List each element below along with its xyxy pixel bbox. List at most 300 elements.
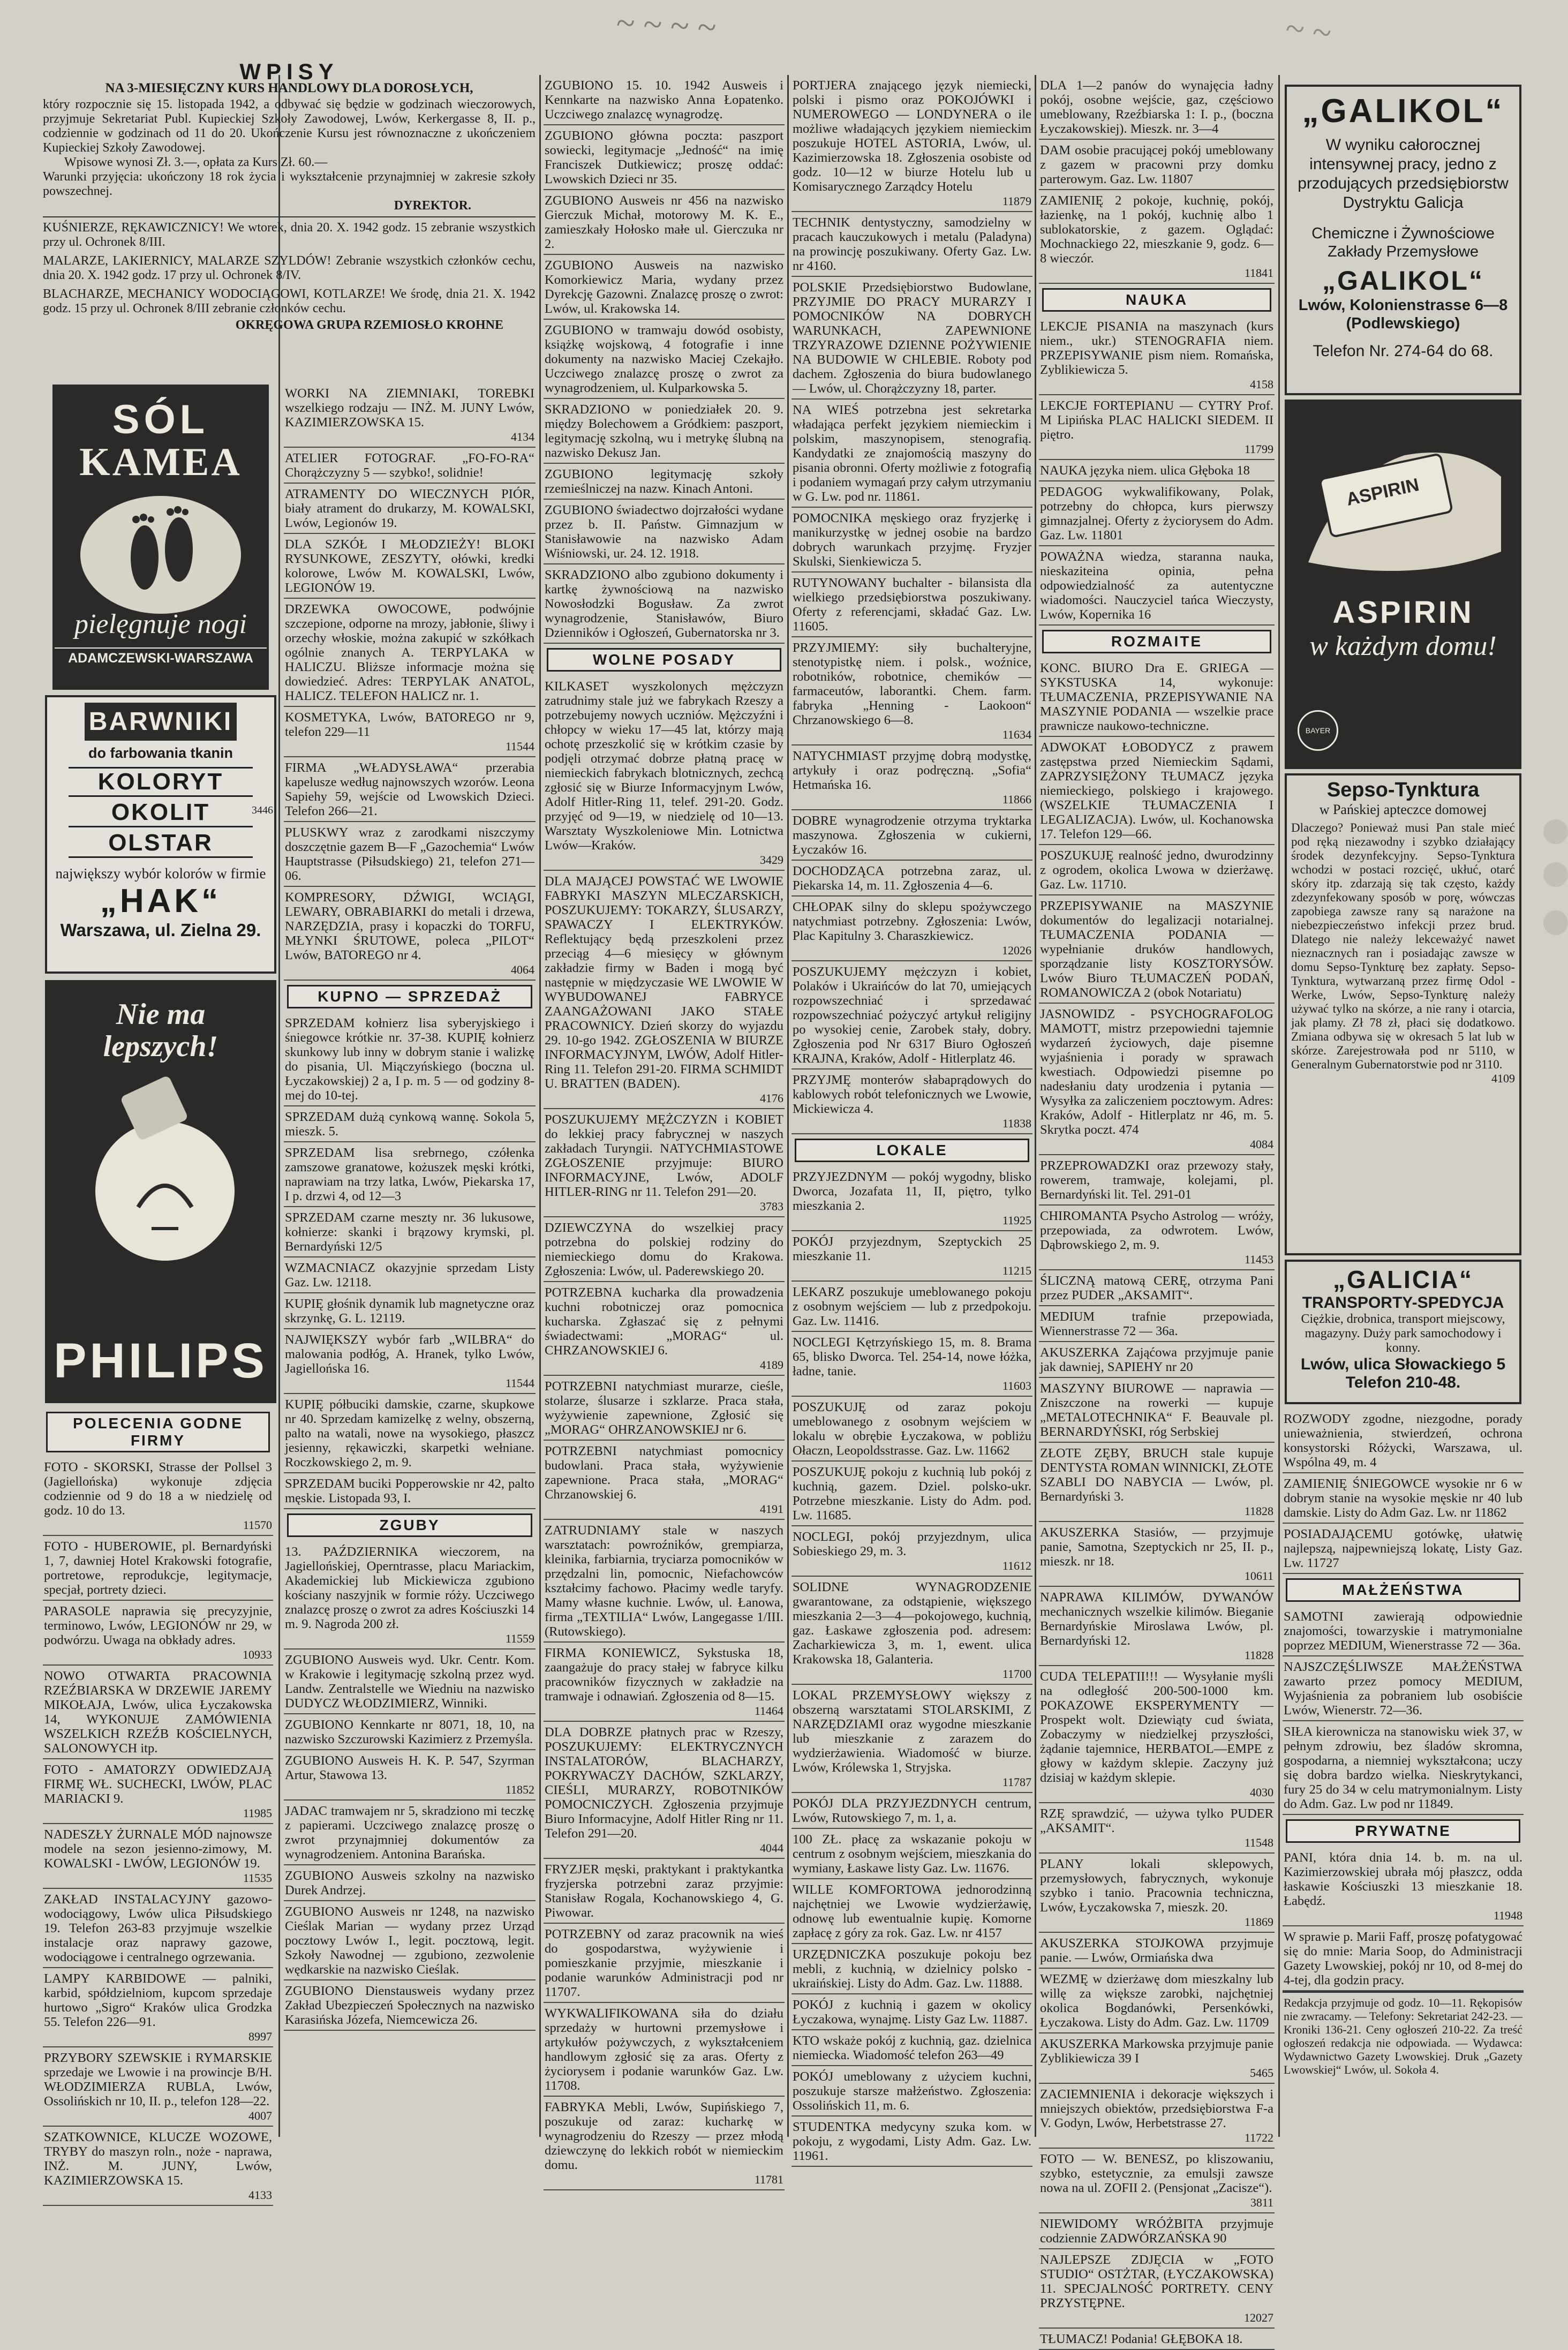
ad-text: POKÓJ z kuchnią i gazem w okolicy Łyczakowa, wynajmę. Listy Gaz Lw. 11887. <box>793 1998 1031 2027</box>
ad-text: POSZUKUJĘ realność jedno, dwurodzinny z ogrodem, okolica Lwowa w dzierżawę. Gaz. Lw. 11710. <box>1040 848 1273 892</box>
ad-text: ZATRUDNIAMY stale w naszych warsztatach: powroźników, grempiarza, kleinika, farbiarnia, tryciarza pomocników w przędzalni lin, pomocnic, Niefachowców kształcimy fachowo. Płacimy wedle taryfy. Mamy własne kuchnie. Lwów, ul. Łanowa, firma „TEXTILIA“ Lwów, Langegasse 1/III. (Rutowskiego). <box>545 1523 783 1639</box>
ad-barwniki <box>45 695 276 974</box>
column-rule <box>1278 75 1280 2137</box>
classified-ad <box>544 2003 785 2097</box>
classified-ad <box>1039 658 1275 737</box>
classified-ad <box>284 1541 536 1649</box>
ad-text: SKRADZIONO w poniedziałek 20. 9. między Bolechowem a Gródkiem: paszport, legitymację szkolną, wu i metrykę ślubną na nazwisko Dekusz Jan. <box>545 402 783 460</box>
ad-text: KILKASET wyszkolonych mężczyzn zatrudnimy stale już we fabrykach Rzeszy a potrzebujemy nowych uczniów. Mężczyźni i chłopcy w wieku 17—45 lat, którzy mają ochotę przeszkolić się w krótkim czasie by podjęli otrzymać dobrze płatną pracę w niemieckich fabrykach blotnicznych, zechcą zgłosić się w Biurze Informacyjnym Lwów, Adolf Hitler-Ring 11, telef. 291-20. Godz. przyjęć od 9—19, w niedzielę od 10—13. Warsztaty Wyszkoleniowe Min. Lotnictwa Lwów—Kraków. <box>545 679 783 853</box>
ad-text: PEDAGOG wykwalifikowany, Polak, potrzebny do chłopca, kurs pierwszy gimnazjalnej. Oferty z życiorysem do Adm. Gaz. Lw. 11801 <box>1040 485 1273 543</box>
classified-ad <box>284 1865 536 1901</box>
classified-ad <box>1039 2149 1275 2213</box>
ad-number: 4044 <box>760 1841 783 1855</box>
classified-ad <box>43 1666 273 1759</box>
ad-number: 11828 <box>1244 1504 1273 1518</box>
classified-ad <box>1039 1342 1275 1378</box>
ad-number: 11544 <box>505 1376 534 1390</box>
classified-ad <box>1039 2084 1275 2149</box>
ad-text: LOKAL PRZEMYSŁOWY większy z obszerną warsztatami STOLARSKIMI, Z NARZĘDZIAMI oraz wygodne mieszkanie lub mieszkanie z zarazem do wydzierżawienia. Wiadomość w biurze. Lwów, Królewska 1, Stryjska. <box>793 1688 1031 1775</box>
ad-text: NAJLEPSZE ZDJĘCIA w „FOTO STUDIO“ OSTŻTAR, (ŁYCZAKOWSKA) 11. SPECJALNOŚĆ PORTRETY. CENY PRZYSTĘPNE. <box>1040 2253 1273 2310</box>
ad-text: ZGUBIONO Ausweis H. K. P. 547, Szyrman Artur, Stawowa 13. <box>285 1753 534 1782</box>
ad-text: DOBRE wynagrodzenie otrzyma tryktarka maszynowa. Zgłoszenia w cukierni, Łyczaków 16. <box>793 814 1031 857</box>
classified-ad <box>1283 1606 1524 1656</box>
ad-number: 11603 <box>1002 1379 1031 1392</box>
section-prywatne: PRYWATNE <box>1286 1819 1520 1843</box>
ad-text: ZGUBIONO Ausweis nr 456 na nazwisko Gierczuk Michał, motorowy M. K. E., zamieszkały Hołosko małe ul. Gierczuka nr 2. <box>545 193 783 251</box>
ad-text: JASNOWIDZ - PSYCHOGRAFOLOG MAMOTT, mistrz przepowiedni tajemnie wydarzeń życiowych, daje pisemne wyjaśnienia i porady w sprawach kwestiach. Odpowiedzi pisemne po nadesłaniu daty urodzenia i pytania — Wysyłka za zaliczeniem pocztowym. Adres: Kraków, Adolf - Hitlerplatz nr 46, m. 5. Skrytka poczt. 474 <box>1040 1007 1273 1137</box>
classified-ad <box>284 1750 536 1801</box>
col2-ad-list-mid <box>284 1013 536 1509</box>
classified-ad <box>544 190 785 255</box>
col6-ad-list-private <box>1283 1847 1524 1991</box>
ad-text: KUPIĘ półbuciki damskie, czarne, skupkowe nr 40. Sprzedam kamizelkę z welny, obszerną, palto na watali, nowe na wysokiego, płaszcz jesienny, rękawiczki, skarpetki wełniane. Roczkowskiego 2, m. 9. <box>285 1397 534 1470</box>
ad-number: 11841 <box>1244 266 1273 280</box>
ad-text: ATRAMENTY DO WIECZNYCH PIÓR, biały atrament do drukarzy, M. KOWALSKI, Lwów, Legionów 19. <box>285 487 534 530</box>
barwniki-okolit: OKOLIT <box>69 799 253 827</box>
ad-number: 4064 <box>511 963 534 976</box>
column-2 <box>284 383 536 2140</box>
ad-text: W sprawie p. Marii Faff, proszę pofatygować się do mnie: Maria Soop, do Administracji Gazety Lwowskiej, pokój nr 10, od 8-mej do 4-tej, dla godzin pracy. <box>1284 1930 1522 1987</box>
galicia-address: Lwów, ulica Słowackiego 5 <box>1300 1355 1506 1373</box>
ad-text: LAMPY KARBIDOWE — palniki, karbid, spółdzielniom, kupcom sprzedaje hurtowo „Sigro“ Kraków ulica Grodzka 55. Telefon 226—91. <box>44 1971 272 2029</box>
header-wpisy <box>43 59 536 380</box>
ad-text: KTO wskaże pokój z kuchnią, gaz. dzielnica niemiecka. Wiadomość telefon 263—49 <box>793 2033 1031 2062</box>
ad-text: FRYZJER męski, praktykant i praktykantka fryzjerska potrzebni zaraz przyjmie: Stanisław Rogala, Kochanowskiego 4, G. Piwowar. <box>545 1862 783 1920</box>
classified-ad <box>791 810 1032 861</box>
classified-ad <box>544 1859 785 1924</box>
classified-ad <box>791 573 1032 637</box>
ad-text: CHŁOPAK silny do sklepu spożywczego natychmiast potrzebny. Zgłoszenia: Lwów, Plac Kapitulny 3. Charaszkiewicz. <box>793 900 1031 943</box>
classified-ad <box>544 464 785 500</box>
ad-text: SPRZEDAM buciki Popperowskie nr 42, palto męskie. Listopada 93, I. <box>285 1477 534 1505</box>
ad-text: SPRZEDAM lisa srebrnego, czółenka zamszowe granatowe, kożuszek męski krótki, naprawiam na trzy latka, Lwów, Piekarska 17, I p. drzwi 4, od 12—3 <box>285 1146 534 1203</box>
barwniki-olstar: OLSTAR <box>69 830 253 858</box>
classified-ad <box>43 1824 273 1889</box>
header-subtitle: NA 3-MIESIĘCZNY KURS HANDLOWY DLA DOROSŁYCH, <box>105 81 473 95</box>
col1-ad-list <box>43 1457 273 2206</box>
column-1 <box>43 1407 273 2202</box>
classified-ad <box>544 1520 785 1643</box>
classified-ad <box>43 1457 273 1536</box>
classified-ad <box>544 1109 785 1217</box>
ad-number: 11612 <box>1002 1559 1031 1572</box>
classified-ad <box>284 1106 536 1142</box>
classified-ad <box>1039 2213 1275 2249</box>
barwniki-sub: do farbowania tkanin <box>88 745 233 761</box>
classified-ad <box>791 1231 1032 1282</box>
classified-ad <box>284 448 536 484</box>
classified-ad <box>284 1901 536 1980</box>
sepso-body: Dlaczego? Ponieważ musi Pan stale mieć pod ręką niezawodny i szybko działający środek dezynfekcyjny. Sepso-Tynktura wchodzi w postaci rozcięć, ukłuć, otarć skóry itp. zdarzają się tak często, każdy zdezynfekowany sposób w porę, wówczas zapobiega zawsze rany są narażone na niebezpieczeństwo infekcji przez brud. Dlatego nie należy lekceważyć nawet nieznacznych ran i posiadając zawsze w domu Sepso-Tynkturę bez zapłaty. Sepso-Tynktura, wytwarzaną przez firmę Odol - Werke, Lwów, Sepso-Tynkturę należy używać tylko na skórze, a nie rany i otarcia, jak plamy. Zł 78 zł, płaci się dodatkowo. Zmiana odbywa się w okresach 5 lat lub w skórze. Zarejestrowała pod nr 5110, w Generalnym Gubernatorstwie pod nr 3110. <box>1291 821 1515 1071</box>
classified-ad <box>284 484 536 534</box>
ad-text: POTRZEBNI natychmiast pomocnicy budowlani. Praca stała, wyżywienie zapewnione. Praca stała, „MORAG“ Chrzanowskiej 6. <box>545 1444 783 1502</box>
ad-number: 11869 <box>1244 1915 1273 1929</box>
ad-text: DRZEWKA OWOCOWE, podwójnie szczepione, odporne na mrozy, jabłonie, śliwy i orzechy włoskie, można zakupić w szkółkach ogólnie znanych A. TERPYLAKA w HALICZU. Bliższe informacje można się dowiedzieć. Adres: TERPYLAK ANATOL, HALICZ. TELEFON HALICZ nr. 1. <box>285 602 534 703</box>
ad-text: FIRMA „WŁADYSŁAWA“ przerabia kapelusze według najnowszych wzorów. Leona Sapiehy 59, wejście od Lwowskich Dzieci. Telefon 266—21. <box>285 760 534 818</box>
ad-text: DLA 1—2 panów do wynajęcia ładny pokój, osobne wejście, gaz, częściowo umeblowany, Rzeźbiarska 1: I. p., (boczna Łyczakowskiej). Mieszk. nr. 3—4 <box>1040 78 1273 136</box>
barwniki-address: Warszawa, ul. Zielna 29. <box>60 920 261 940</box>
classified-ad <box>284 1394 536 1473</box>
punch-hole <box>1543 910 1568 935</box>
ad-philips <box>45 980 276 1403</box>
ad-text: ROZWODY zgodne, niezgodne, porady unieważnienia, stwierdzeń, ochrona konsystorski Różycki, Warszawa, ul. Wspólna 49, m. 4 <box>1284 1412 1522 1470</box>
ad-text: ZGUBIONO legitymację szkoły rzemieślniczej na nazw. Kinach Antoni. <box>545 467 783 496</box>
col2-ad-list-top <box>284 383 536 981</box>
ad-text: MASZYNY BIUROWE — naprawia — Zniszczone na rowerki — kupuje „METALOTECHNIKA“ F. Beauvale pl. BERNARDYŃSKI, róg Serbskiej <box>1040 1381 1273 1439</box>
ad-text: POLSKIE Przedsiębiorstwo Budowlane, PRZYJMIE DO PRACY MURARZY I POMOCNIKÓW NA DOBRYCH WARUNKACH, ZAPEWNIONE TRZYRAZOWE DZIENNE POŻYWIENIE NA BUDOWIE W CHLEBIE. Roboty pod dachem. Zgłoszenia do biura budowlanego — Lwów, ul. Chorążczyzny 18, parter. <box>793 280 1031 396</box>
ad-text: ZŁOTE ZĘBY, BRUCH stale kupuje DENTYSTA ROMAN WINNICKI, ZŁOTE SZABLI DO NABYCIA — Lwów, pl. Bernardyński 3. <box>1040 1446 1273 1504</box>
column-rule <box>1035 75 1036 2137</box>
classified-ad <box>791 897 1032 961</box>
classified-ad <box>1039 75 1275 140</box>
classified-ad <box>544 871 785 1109</box>
classified-ad <box>284 1257 536 1293</box>
classified-ad <box>791 508 1032 573</box>
aspirin-brand: ASPIRIN <box>1332 595 1474 630</box>
galicia-body: Ciężkie, drobnica, transport miejscowy, magazyny. Duży park samochodowy i konny. <box>1301 1312 1505 1355</box>
ad-text: ATELIER FOTOGRAF. „FO-FO-RA“ Chorążczyzny 5 — szybko!, solidnie! <box>285 451 534 480</box>
classified-ad <box>544 2097 785 2190</box>
ad-text: NA WIEŚ potrzebna jest sekretarka władająca perfekt językiem niemieckim i polskim, maszynopisem, stenografią. Kandydatki ze znajomością maszyny do pisania obronni. Oferty możliwie z fotografią i podaniem wymagań przy całym utrzymaniu w G. Lw. pod nr. 11861. <box>793 403 1031 504</box>
classified-ad <box>791 277 1032 400</box>
classified-ad <box>544 676 785 871</box>
classified-ad <box>544 1722 785 1859</box>
classified-ad <box>791 1462 1032 1526</box>
ad-number: 11464 <box>754 1704 783 1718</box>
ad-text: POKÓJ umeblowany z użyciem kuchni, poszukuje starsze małżeństwo. Zgłoszenia: Ossolińskich 11, m. 6. <box>793 2069 1031 2113</box>
handwritten-scribble: ~ ~ ~ ~ <box>615 3 717 47</box>
ad-text: KOSMETYKA, Lwów, BATOREGO nr 9, telefon 229—11 <box>285 710 534 739</box>
classified-ad <box>284 1293 536 1329</box>
classified-ad <box>544 1376 785 1441</box>
ad-number: 11799 <box>1244 442 1273 456</box>
ad-text: POSZUKUJĘ od zaraz pokoju umeblowanego z osobnym wejściem w lokalu w obrębie Łyczakowa, w pobliżu Ołaczn, Leopoldsstrasse. Gaz. Lw. 11662 <box>793 1400 1031 1458</box>
ad-number: 4189 <box>760 1358 783 1372</box>
ad-text: DOCHODZĄCA potrzebna zaraz, ul. Piekarska 14, m. 11. Zgłoszenia 4—6. <box>793 864 1031 893</box>
classified-ad <box>1039 1306 1275 1342</box>
ad-text: PRZYJEZDNYM — pokój wygodny, blisko Dworca, Jozafata 11, II, piętro, tylko mieszkania 2. <box>793 1170 1031 1213</box>
ad-number: 4084 <box>1250 1138 1273 1151</box>
classified-ad <box>791 1282 1032 1332</box>
galicia-sub: TRANSPORTY-SPEDYCJA <box>1302 1294 1504 1312</box>
classified-ad <box>791 861 1032 897</box>
classified-ad <box>1283 1524 1524 1574</box>
ad-text: AKUSZERKA Zająćowa przyjmuje panie jak dawniej, SAPIEHY nr 20 <box>1040 1345 1273 1374</box>
ad-text: SPRZEDAM kołnierz lisa syberyjskiego i śniegowce krótkie nr. 37-38. KUPIĘ kołnierz skunkowy lub inny w dobrym stanie i walizkę do pisania, Ul. Miączyńskiego (boczna ul. Łyczakowskiej) 2 a, I p. m. 5 — od godziny 8-mej do 10-tej. <box>285 1016 534 1103</box>
ad-text: NADESZŁY ŻURNALE MÓD najnowsze modele na sezon jesienno-zimowy, M. KOWALSKI - LWÓW, LEGIONÓW 19. <box>44 1827 272 1871</box>
classified-ad <box>284 1013 536 1106</box>
classified-ad <box>43 2047 273 2127</box>
sepso-number: 4109 <box>1491 1072 1515 1085</box>
classified-ad <box>1039 1587 1275 1666</box>
ad-text: PLUSKWY wraz z zarodkami niszczymy doszczętnie gazem B—F „Gazochemia“ Lwów Hauptstrasse (Piłsudskiego) 21, telefon 271—06. <box>285 825 534 883</box>
classified-ad <box>544 255 785 320</box>
galicia-phone: Telefon 210-48. <box>1345 1374 1461 1391</box>
ad-number: 4007 <box>248 2109 272 2122</box>
classified-ad <box>1039 1933 1275 1969</box>
section-rozmaite: ROZMAITE <box>1042 630 1271 653</box>
galikol-address: Lwów, Kolonienstrasse 6—8 (Podlewskiego) <box>1298 297 1508 332</box>
sol-brand: KAMEA <box>79 440 242 484</box>
ad-number: 11700 <box>1002 1667 1031 1681</box>
classified-ad <box>284 887 536 981</box>
ad-text: TECHNIK dentystyczny, samodzielny w pracach kauczukowych i metalu (Paladyna) na prowincję poszukiwany. Oferty Gaz. Lw. nr 4160. <box>793 215 1031 273</box>
classified-ad <box>791 1793 1032 1829</box>
ad-text: JADAC tramwajem nr 5, skradziono mi teczkę z papierami. Uczciwego znalazcę proszę o zwrot przynajmniej dokumentów za wynagrodzeniem. Antonina Barańska. <box>285 1804 534 1862</box>
galikol-name: „GALIKOL“ <box>1322 266 1484 296</box>
ad-text: SPRZEDAM dużą cynkową wannę. Sokola 5, mieszk. 5. <box>285 1110 534 1139</box>
ad-text: WILLE KOMFORTOWA jednorodzinną najchętniej we Lwowie wydzierżawię, odnowę lub ewentualnie kupię. Komorne zapłacę z góry za rok. Gaz. Lw. nr 4157 <box>793 1882 1031 1940</box>
col5-ad-list-bot <box>1039 658 1275 2350</box>
ad-text: ZGUBIONO Kennkarte nr 8071, 18, 10, na nazwisko Szczurowski Kazimierz z Przemyśla. <box>285 1718 534 1746</box>
ad-text: PARASOLE naprawia się precyzyjnie, terminowo, Lwów, LEGIONÓW nr 29, w podwórzu. Uwaga na obkłady adres. <box>44 1604 272 1647</box>
classified-ad <box>544 320 785 399</box>
ad-number: 11453 <box>1244 1253 1273 1266</box>
ad-text: URZĘDNICZKA poszukuje pokoju bez mebli, z kuchnią, w dzielnicy polsko - ukraińskiej. Listy do Adm. Gaz. Lw. 11888. <box>793 1947 1031 1991</box>
ad-text: PRZEPROWADZKI oraz przewozy stały, rowerem, tramwaje, kolejami, pl. Bernardyński lit. Tel. 291-01 <box>1040 1158 1273 1202</box>
classified-ad <box>1283 1656 1524 1721</box>
classified-ad <box>1283 1721 1524 1815</box>
ad-text: ZACIEMNIENIA i dekoracje większych i mniejszych obiektów, przedsiębiorstwa F-a V. Godyn, Lwów, Herbetstrasse 27. <box>1040 2087 1273 2130</box>
col5-ad-list-top <box>1039 75 1275 284</box>
ad-text: FIRMA KONIEWICZ, Sykstuska 18, zaangażuje do pracy stałej w fabryce kilku pracowników fizycznych w zakładzie na tramwaje i odnawiań. Zgłoszenia od 8—15. <box>545 1646 783 1704</box>
ad-text: ZGUBIONO Ausweis wyd. Ukr. Centr. Kom. w Krakowie i legitymację szkolną przez wyd. Landw. Zentralstelle we Wiedniu na nazwisko DUDYCZ WŁODZIMIERZ, Winniki. <box>285 1653 534 1711</box>
classified-ad <box>284 1801 536 1865</box>
classified-ad <box>284 1329 536 1394</box>
ad-text: NAPRAWA KILIMÓW, DYWANÓW mechanicznych wszelkie kilimów. Bieganie Bernardyńskie Miroslawa Lwów, pl. Bernardyński 12. <box>1040 1590 1273 1648</box>
ad-number: 11781 <box>754 2173 783 2186</box>
philips-slogan: Nie ma lepszych! <box>103 998 218 1063</box>
classified-ad <box>791 1577 1032 1685</box>
classified-ad <box>1039 2249 1275 2329</box>
classified-ad <box>544 1441 785 1520</box>
classified-ad <box>1283 1473 1524 1524</box>
ad-number: 11559 <box>505 1632 534 1645</box>
ad-text: WORKI NA ZIEMNIAKI, TOREBKI wszelkiego rodzaju — INŻ. M. JUNY Lwów, KAZIMIERZOWSKA 15. <box>285 386 534 430</box>
ad-number: 11879 <box>1002 194 1031 208</box>
ad-text: POTRZEBNY od zaraz pracownik na wieś do gospodarstwa, wyżywienie i pomieszkanie przyjmie, mieszkanie i podanie warunków Administracji pod nr 11707. <box>545 1927 783 1999</box>
ad-text: 100 ZŁ. płacę za wskazanie pokoju w centrum z osobnym wejściem, mieszkania do wymiany, Łaskawe listy Gaz. Lw. 11676. <box>793 1832 1031 1876</box>
ad-text: POKÓJ DLA PRZYJEZDNYCH centrum, Lwów, Rutowskiego 7, m. 1, a. <box>793 1796 1031 1825</box>
ad-text: KUPIĘ głośnik dynamik lub magnetyczne oraz skrzynkę, G. L. 12119. <box>285 1297 534 1325</box>
col6-ad-list-marriage <box>1283 1606 1524 1815</box>
punch-hole <box>1543 862 1568 887</box>
ad-text: NAJSZCZĘŚLIWSZE MAŁŻEŃSTWA zawarto przez pomocy MEDIUM, Wyjaśnienia za pobraniem lub osobiście Lwów, Wienerstr. 72—36. <box>1284 1660 1522 1718</box>
ad-number: 11866 <box>1002 793 1031 806</box>
ad-text: ZGUBIONO Dienstausweis wydany przez Zakład Ubezpieczeń Społecznych na nazwisko Karasińska Józefa, Niemcewicza 26. <box>285 1984 534 2027</box>
ad-text: POWAŻNA wiedza, staranna nauka, nieskaziteina opinia, pełna odpowiedzialność za autentyczne wiadomości. Nauczyciel tańca Wieczysty, Lwów, Kopernika 16 <box>1040 549 1273 622</box>
ad-number: 12026 <box>1002 944 1031 957</box>
ad-text: KONC. BIURO Dra E. GRIEGA — SYKSTUSKA 14, wykonuje: TŁUMACZENIA, PRZEPISYWANIE NA MASZYNIE PODANIA — wszelkie prace prawnicze naukowo-techniczne. <box>1040 661 1273 733</box>
classified-ad <box>1039 481 1275 546</box>
editorial-footer: Redakcja przyjmuje od godz. 10—11. Rękopisów nie zwracamy. — Telefony: Sekretariat 242-23. — Kroniki 136-21. Ceny ogłoszeń 210-22. Za treść ogłoszeń redakcja nie odpowiada. — Wydawca: Wydawnictwo Gazety Lwowskiej. Druk „Gazety Lwowskiej“ Lwów, ul. Sokoła 4. <box>1283 1991 1524 2080</box>
section-polecenia: POLECENIA GODNE FIRMY <box>46 1412 270 1452</box>
classified-ad <box>1039 395 1275 460</box>
ad-text: SZATKOWNICE, KLUCZE WOZOWE, TRYBY do maszyn roln., noże - naprawa, INŻ. M. JUNY, Lwów, KAZIMIERZOWSKA 15. <box>44 2130 272 2188</box>
ad-text: NOCLEGI Kętrzyńskiego 15, m. 8. Brama 65, blisko Dworca. Tel. 254-14, nowe łóżka, ładne, tanie. <box>793 1335 1031 1379</box>
ad-text: POSZUKUJĘ pokoju z kuchnią lub pokój z kuchnią, gazem. Dziel. polsko-ukr. Potrzebne mieszkanie. Listy do Adm. pod. Lw. 11685. <box>793 1465 1031 1523</box>
ad-number: 11852 <box>505 1783 534 1796</box>
ad-text: TŁUMACZ! Podania! GŁĘBOKA 18. <box>1040 2332 1243 2346</box>
ad-number: 3429 <box>760 853 783 867</box>
ad-text: ZGUBIONO Ausweis na nazwisko Komorkiewicz Maria, wydany przez Dyrekcję Gazowni. Znalazcę proszę o zwrot: Lwów, ul. Krakowska 14. <box>545 258 783 316</box>
ad-text: AKUSZERKA STOJKOWA przyjmuje panie. — Lwów, Ormiańska dwa <box>1040 1936 1273 1965</box>
classified-ad <box>791 1526 1032 1577</box>
classified-ad <box>1039 140 1275 190</box>
ad-text: POTRZEBNA kucharka dla prowadzenia kuchni robotniczej oraz pomocnica kucharska. Zgłaszać się z pełnymi świadectwami: „MORAG“ ul. CHRZANOWSKIEJ 6. <box>545 1285 783 1358</box>
barwniki-firm: „HAK“ <box>100 883 222 920</box>
ad-text: FOTO - HUBEROWIE, pl. Bernardyński 1, 7, dawniej Hotel Krakowski fotografie, portretowe, reprodukcje, legitymacje, specjał, portrety dzieci. <box>44 1539 272 1597</box>
galikol-body: W wyniku całorocznej intensywnej pracy, jedno z przodujących przedsiębiorstw Dystryktu Galicja <box>1298 136 1509 212</box>
col4-ad-list-bot <box>791 1166 1032 2167</box>
classified-ad <box>1283 1847 1524 1926</box>
classified-ad <box>284 1714 536 1750</box>
header-title: WPISY <box>239 59 339 84</box>
ad-text: DLA DOBRZE płatnych prac w Rzeszy, POSZUKUJEMY: ELEKTRYCZNYCH INSTALATORÓW, BLACHARZY, POKRYWACZY DACHÓW, SZKLARZY, CIEŚLI, MURARZY, ROBOTNIKÓW POMOCNICZYCH. Zgłoszenia przyjmuje Biuro Informacyjne, Adolf Hitler Ring nr 11. Telefon 291—20. <box>545 1725 783 1841</box>
classified-ad <box>791 1069 1032 1134</box>
classified-ad <box>1039 1666 1275 1803</box>
ad-text: WZMACNIACZ okazyjnie sprzedam Listy Gaz. Lw. 12118. <box>285 1261 534 1290</box>
aspirin-pack-label: ASPIRIN <box>1344 474 1421 510</box>
column-rule <box>787 75 789 2137</box>
classified-ad <box>1039 1522 1275 1587</box>
ad-text: DAM osobie pracującej pokój umeblowany z gazem w pracowni przy domku parterowym. Gaz. Lw. 11807 <box>1040 143 1273 186</box>
ad-text: POSIADAJĄCEMU gotówkę, ułatwię najlepszą, najpewniejszą lokatę, Listy Gaz. Lw. 11727 <box>1284 1527 1522 1570</box>
classified-ad <box>791 637 1032 745</box>
column-5 <box>1039 75 1275 2346</box>
ad-text: KOMPRESORY, DŹWIGI, WCIĄGI, LEWARY, OBRABIARKI do metali i drzewa, NARZĘDZIA, prasy i kopaczki do TORFU, MŁYNKI ŚRUTOWE, poleca „PILOT“ Lwów, BATOREGO nr 4. <box>285 890 534 962</box>
col3-ad-list-bot <box>544 676 785 2190</box>
ad-number: 11787 <box>1002 1775 1031 1789</box>
ad-text: SPRZEDAM czarne meszty nr. 36 lukusowe, kołnierze: skanki i brązowy krymski, pl. Bernardyński 12/5 <box>285 1210 534 1254</box>
ad-text: DLA SZKÓŁ I MŁODZIEŻY! BLOKI RYSUNKOWE, ZESZYTY, ołówki, kredki kolorowe, Lwów M. KOWALSKI, Lwów, LEGIONÓW 19. <box>285 537 534 595</box>
ad-sol-kamea <box>52 385 269 690</box>
column-6 <box>1283 80 1524 2137</box>
ad-number: 8997 <box>248 2030 272 2043</box>
ad-text: ZGUBIONO w tramwaju dowód osobisty, książkę wojskową, 4 fotografie i inne dokumenty na nazwisko Maciej Czekajło. Uczciwego znalazcę proszę o zwrot za wynagrodzeniem, ul. Kulparkowska 5. <box>545 323 783 395</box>
ad-sepso <box>1285 773 1521 1255</box>
classified-ad <box>1039 1443 1275 1522</box>
classified-ad <box>1039 1004 1275 1155</box>
classified-ad <box>791 1994 1032 2030</box>
ad-text: PORTJERA znającego język niemiecki, polski i pismo oraz POKOJÓWKI i NUMEROWEGO — LONDYNERA o ile możliwe władających językiem niemieckim poszukuje HOTEL ASTORIA, Lwów, ul. Kazimierzowska 18. Zgłoszenia osobiste od godz. 10—12 w biurze Hotelu lub u Komisarycznego Zarządcy Hotelu <box>793 78 1031 194</box>
ad-text: DZIEWCZYNA do wszelkiej pracy potrzebna do polskiej rodziny do niemieckiego domu do Krakowa. Zgłoszenia: Lwów, ul. Paderewskiego 20. <box>545 1221 783 1278</box>
section-malzenstwa: MAŁŻEŃSTWA <box>1286 1578 1520 1602</box>
classified-ad <box>43 1601 273 1666</box>
ad-number: 11634 <box>1002 728 1031 741</box>
ad-number: 4158 <box>1250 378 1273 391</box>
classified-ad <box>1039 316 1275 395</box>
section-nauka: NAUKA <box>1042 288 1271 312</box>
section-zguby: ZGUBY <box>287 1513 532 1537</box>
sol-slogan: pielęgnuje nogi <box>74 609 247 639</box>
ad-number: 11828 <box>1244 1648 1273 1662</box>
ad-text: STUDENTKA medycyny szuka kom. w pokoju, z wygodami, Listy Adm. Gaz. Lw. 11961. <box>793 2120 1031 2163</box>
ad-text: ZGUBIONO Ausweis szkolny na nazwisko Durek Andrzej. <box>285 1869 534 1897</box>
ad-text: NATYCHMIAST przyjmę dobrą modystkę, artykuły i oraz podręczną. „Sofia“ Hetmańska 16. <box>793 749 1031 792</box>
classified-ad <box>791 1829 1032 1879</box>
classified-ad <box>544 1217 785 1282</box>
ad-text: FOTO — W. BENESZ, po kliszowaniu, szybko, estetycznie, za emulsji zawsze nowa na ul. ZOFII 2. (Pensjonat „Zacisze“). <box>1040 2152 1273 2195</box>
classified-ad <box>284 1142 536 1207</box>
ad-text: PRZYJMIEMY: siły buchalteryjne, stenotypistkę niem. i polsk., woźnice, robotników, robotnice, chemików — farmaceutów, laborantki. Chem. farm. fabryka „Henning - Laokoon“ Chrzanowskiego 6—8. <box>793 641 1031 727</box>
bayer-logo <box>1298 710 1338 751</box>
section-wolne-posady: WOLNE POSADY <box>547 648 781 672</box>
classified-ad <box>791 961 1032 1069</box>
galikol-phone: Telefon Nr. 274-64 do 68. <box>1313 342 1494 360</box>
philips-brand: PHILIPS <box>54 1334 268 1388</box>
classified-ad <box>791 745 1032 810</box>
ad-text: AKUSZERKA Stasiów, — przyjmuje panie, Samotna, Szeptyckich nr 25, II. p., mieszk. nr 18. <box>1040 1525 1273 1569</box>
classified-ad <box>791 400 1032 508</box>
notice-blacharze: BLACHARZE, MECHANICY WODOCIĄGOWI, KOTLARZE! We środę, dnia 21. X. 1942 godz. 15 przy ul. Ochronek 8/III zebranie członków cechu. <box>43 287 536 315</box>
aspirin-slogan: w każdym domu! <box>1309 631 1497 661</box>
sepso-title: Sepso-Tynktura <box>1326 779 1480 801</box>
sol-title: SÓL <box>112 397 209 442</box>
classified-ad <box>1039 1206 1275 1270</box>
ad-text: POTRZEBNI natychmiast murarze, cieśle, stolarze, ślusarze i szklarze. Praca stała, wyżywienie zapewnione, Zgłosić się „MORAG“ OHRZANOWSKIEJ nr 6. <box>545 1379 783 1437</box>
classified-ad <box>284 383 536 448</box>
ad-text: ZAMIENIĘ 2 pokoje, kuchnię, pokój, łazienkę, na 1 pokój, kuchnię albo 1 sublokatorskie, z gazem. Oglądać: Mochnackiego 22, mieszkanie 9, godz. 6—8 wieczór. <box>1040 193 1273 266</box>
ad-galikol <box>1285 85 1521 395</box>
handwritten-scribble: ~ ~ <box>1283 8 1333 52</box>
classified-ad <box>284 599 536 707</box>
classified-ad <box>791 2066 1032 2116</box>
section-kupno-sprzedaz: KUPNO — SPRZEDAŻ <box>287 985 532 1008</box>
ad-number: 11570 <box>243 1518 272 1532</box>
classified-ad <box>43 1759 273 1824</box>
classified-ad <box>43 1968 273 2047</box>
classified-ad <box>791 1166 1032 1231</box>
bayer-text: BAYER <box>1305 726 1331 735</box>
col3-ad-list-top <box>544 75 785 644</box>
classified-ad <box>1039 895 1275 1004</box>
ad-text: CUDA TELEPATII!!! — Wysyłanie myśli na odległość 200-500-1000 km. POKAZOWE EKSPERYMENTY — Prospekt wolt. Dziewiąty cud świata, Zobaczymy w niedzielkej przyszłości, żądanie tajemnice, HERBATOL—EMPE z głowy w każdym sklepie. Zaczyny już dzisiaj w każdym sklepie. <box>1040 1669 1273 1785</box>
ad-text: ZGUBIONO główna poczta: paszport sowiecki, legitymacje „Jedność“ na imię Franciszek Dutkiewicz; proszę oddać: Lwowskich Dzieci nr 35. <box>545 129 783 186</box>
lightbulb-icon <box>47 1068 274 1293</box>
ad-text: NAJWIĘKSZY wybór farb „WILBRA“ do malowania podłóg, A. Hranek, tylko Lwów, Jagiellońska 16. <box>285 1332 534 1376</box>
ad-number: 10611 <box>1244 1569 1273 1583</box>
classified-ad <box>1039 1969 1275 2033</box>
ad-text: NAUKA języka niem. ulica Głęboka 18 <box>1040 463 1250 478</box>
classified-ad <box>791 2030 1032 2066</box>
col4-ad-list-top <box>791 75 1032 1134</box>
classified-ad <box>544 1924 785 2003</box>
classified-ad <box>1283 1926 1524 1991</box>
classified-ad <box>1039 2033 1275 2084</box>
classified-ad <box>1039 1378 1275 1443</box>
ad-aspirin <box>1285 400 1521 769</box>
ad-text: SIŁA kierownicza na stanowisku wiek 37, w pełnym zdrowiu, bez śladów skromna, gospodarna, a niemniej wykształcona; uczy się dobra bardzo wielka. Nieskrytykanci, fury 25 do 34 w celu matrymonialnym. Listy do Adm. Gaz. Lw pod nr 11849. <box>1284 1724 1522 1811</box>
ad-text: NOCLEGI, pokój przyjezdnym, ulica Sobieskiego 29, m. 3. <box>793 1530 1031 1558</box>
ad-text: ZGUBIONO 15. 10. 1942 Ausweis i Kennkarte na nazwisko Anna Łopatenko. Uczciwego znalazcę wynagrodzę. <box>545 78 783 122</box>
classified-ad <box>791 1685 1032 1793</box>
ad-number: 12027 <box>1244 2311 1273 2324</box>
classified-ad <box>284 1473 536 1509</box>
classified-ad <box>791 1879 1032 1944</box>
punch-hole <box>1543 819 1568 844</box>
ad-text: ADWOKAT ŁOBODYCZ z prawem zastępstwa przed Niemieckim Sądami, ZAPRZYSIĘŻONY TŁUMACZ języka niemieckiego, polskiego i krajowego. (WSZELKIE TŁUMACZENIA I LEGALIZACJA). Lwów, ul. Kochanowska 17. Telefon 129—66. <box>1040 740 1273 841</box>
sol-maker: ADAMCZEWSKI-WARSZAWA <box>55 647 267 666</box>
ad-text: RZĘ sprawdzić, — używa tylko PUDER „AKSAMIT“. <box>1040 1806 1273 1835</box>
ad-text: ZGUBIONO świadectwo dojrzałości wydane przez b. II. Państw. Gimnazjum w Stanisławowie na nazwisko Adam Wiśniowski, ur. 24. 12. 1918. <box>545 503 783 561</box>
classified-ad <box>544 125 785 190</box>
ad-number: 11215 <box>1002 1264 1031 1277</box>
ad-number: 11948 <box>1493 1909 1522 1922</box>
ad-text: MEDIUM trafnie przepowiada, Wiennerstrasse 72 — 36a. <box>1040 1309 1273 1338</box>
barwniki-koloryt: KOLORYT <box>69 767 253 797</box>
galicia-title: „GALICIA“ <box>1332 1266 1474 1293</box>
